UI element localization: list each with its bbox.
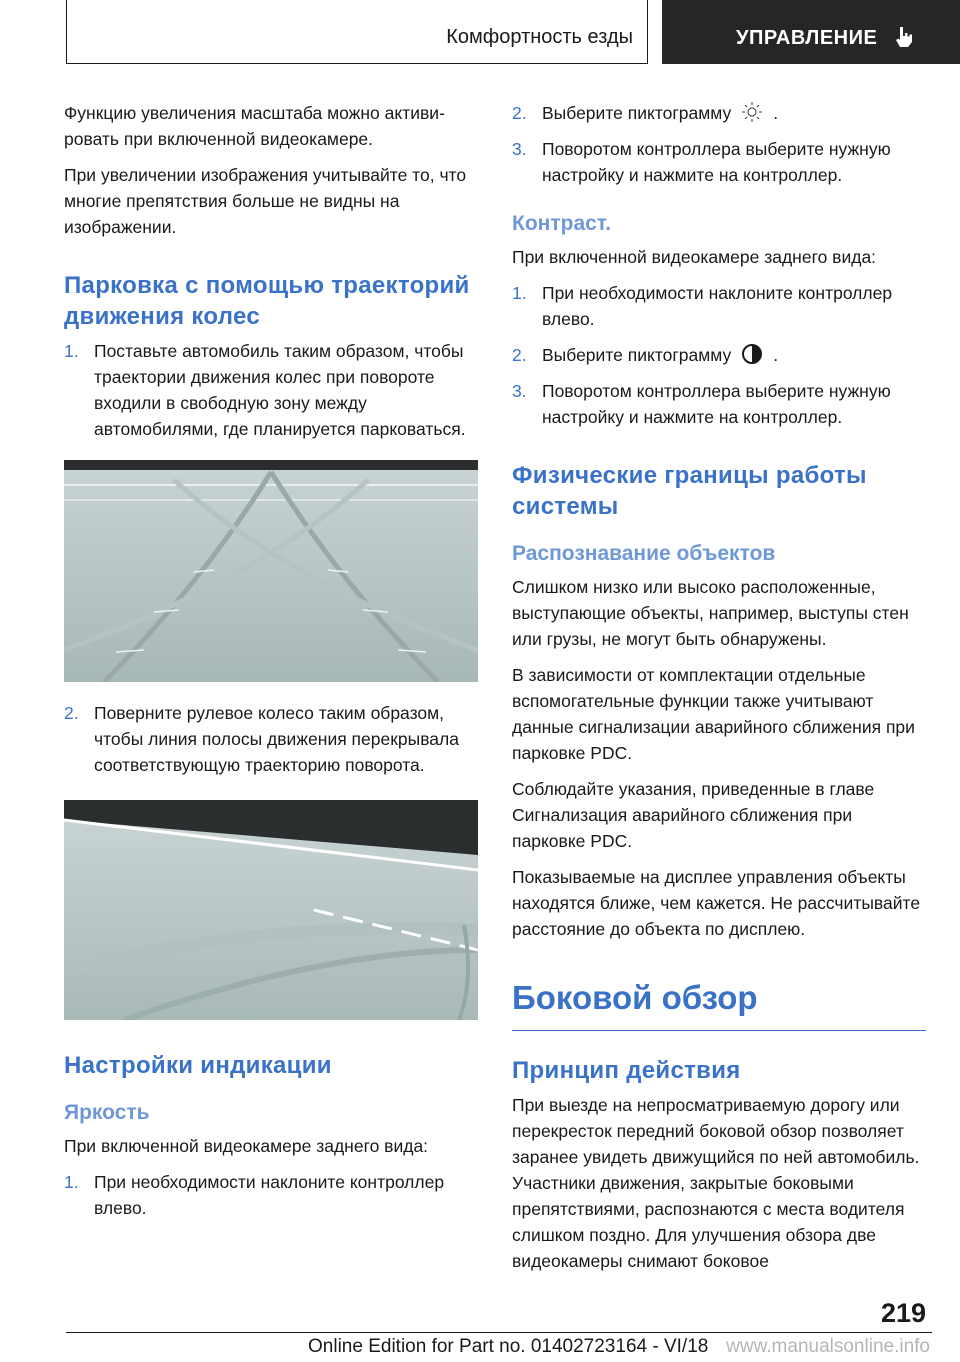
step-number: 1.	[64, 341, 79, 361]
step-number: 3.	[512, 381, 527, 401]
camera-lane-overlap-image	[64, 800, 478, 1020]
step-text: Поверните рулевое колесо таким образом, чтобы линия полосы движения перекрывала соответствующую траекторию поворота.	[94, 703, 459, 775]
operating-principle-heading: Принцип действия	[512, 1057, 741, 1084]
parking-steps-list	[64, 338, 478, 442]
contrast-heading: Контраст.	[512, 212, 612, 235]
list-item	[512, 100, 926, 126]
zoom-warning-paragraph: При увеличении изображения учитывайте то, что многие препятствия больше не видны на изображении.	[64, 165, 467, 237]
list-item	[512, 280, 926, 332]
edition-footer: Online Edition for Part no. 01402723164 - VI/18	[308, 1336, 709, 1357]
page-number: 219	[880, 1298, 926, 1328]
contrast-intro: При включенной видеокамере заднего вида:	[512, 247, 877, 267]
parking-trajectories-heading: Парковка с помощью траекторий движения колес	[64, 272, 470, 330]
chapter-tab	[66, 0, 648, 64]
brightness-icon	[741, 101, 763, 123]
step-number: 1.	[512, 283, 527, 303]
brightness-steps-list-continued	[512, 100, 926, 188]
step-text: Поворотом контроллера выберите нужную настройку и нажмите на контроллер.	[542, 381, 891, 427]
step-text: Выберите пиктограмму	[542, 103, 732, 123]
chapter-tab-label: Комфортность езды	[446, 26, 633, 48]
recognition-paragraph-3: Соблюдайте указания, приведенные в главе Сигнализация аварийного сближения при парковке PDC.	[512, 779, 875, 851]
left-column	[64, 100, 478, 1231]
list-item	[64, 338, 478, 442]
footer-divider	[66, 1332, 932, 1333]
object-recognition-heading: Распознавание объектов	[512, 542, 776, 565]
step-text: Выберите пиктограмму	[542, 345, 732, 365]
zoom-paragraph: Функцию увеличения масштаба можно активировать при включенной видеокамере.	[64, 103, 445, 149]
section-header-label: УПРАВЛЕНИЕ	[736, 27, 878, 49]
camera-trajectories-image	[64, 460, 478, 682]
list-item	[64, 700, 478, 778]
step-text: При необходимости наклоните контроллер влево.	[542, 283, 893, 329]
principle-paragraph: При выезде на непросматриваемую дорогу или перекресток передний боковой обзор позволяет заранее увидеть движущийся по ней автомобиль. Участники движения, закрытые боковыми препятствиями, распознаются с места водителя слишком поздно. Для улучшения обзора две видеокамеры снимают боковое	[512, 1095, 920, 1271]
recognition-paragraph-4: Показываемые на дисплее управления объекты находятся ближе, чем кажется. Не рассчитывайте расстояние до объекта по дисплею.	[512, 867, 921, 939]
step-number: 2.	[512, 345, 527, 365]
step-text: При необходимости наклоните контроллер влево.	[94, 1172, 445, 1218]
right-column	[512, 100, 926, 1284]
list-item	[64, 1169, 478, 1221]
pointing-hand-icon	[891, 24, 917, 50]
step-text: Поставьте автомобиль таким образом, чтобы траектории движения колес при повороте входили в свободную зону между автомобилями, где планируется парковаться.	[94, 341, 466, 439]
step-text-end: .	[773, 345, 779, 365]
recognition-paragraph-2: В зависимости от комплектации отдельные вспомогательные функции также учитывают данные сигнализации аварийного сближения при парковке PDC.	[512, 665, 915, 763]
list-item	[512, 136, 926, 188]
list-item	[512, 342, 926, 368]
step-number: 1.	[64, 1172, 79, 1192]
step-number: 3.	[512, 139, 527, 159]
list-item	[512, 378, 926, 430]
step-number: 2.	[512, 103, 527, 123]
brightness-intro: При включенной видеокамере заднего вида:	[64, 1136, 429, 1156]
step-number: 2.	[64, 703, 79, 723]
contrast-icon	[741, 343, 763, 365]
parking-steps-list-continued	[64, 700, 478, 778]
section-header	[662, 0, 960, 64]
step-text-end: .	[773, 103, 779, 123]
watermark: www.manualsonline.info	[726, 1336, 930, 1357]
recognition-paragraph-1: Слишком низко или высоко расположенные, выступающие объекты, например, выступы стен или грузы, не могут быть обнаружены.	[512, 577, 909, 649]
system-limits-heading: Физические границы работы системы	[512, 462, 867, 520]
side-view-heading: Боковой обзор	[512, 976, 926, 1031]
step-text: Поворотом контроллера выберите нужную настройку и нажмите на контроллер.	[542, 139, 891, 185]
brightness-heading: Яркость	[64, 1101, 150, 1124]
brightness-steps-list	[64, 1169, 478, 1221]
contrast-steps-list	[512, 280, 926, 430]
display-settings-heading: Настройки индикации	[64, 1052, 332, 1079]
